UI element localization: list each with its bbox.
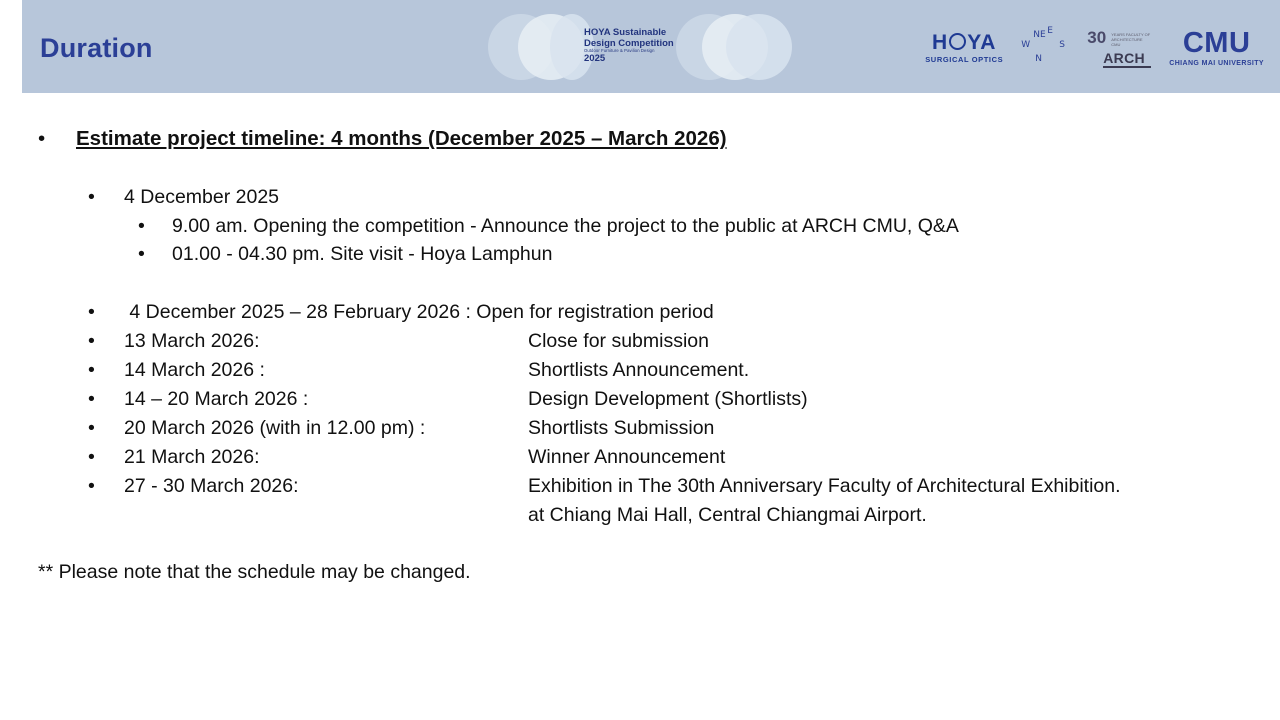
cmu-logo (1169, 29, 1264, 67)
arch-underline (1103, 66, 1151, 68)
hoya-o-icon (949, 33, 966, 50)
bullet-icon: • (138, 215, 145, 237)
hoya-letters-ya: YA (967, 31, 997, 54)
bullet-icon: • (88, 186, 95, 208)
cmu-subtitle: CHIANG MAI UNIVERSITY (1169, 60, 1264, 67)
schedule-date: 14 – 20 March 2026 : (124, 388, 309, 410)
arch-wordmark: ARCH (1103, 50, 1145, 66)
kickoff-item-text: 01.00 - 04.30 pm. Site visit - Hoya Lamphun (172, 243, 553, 265)
anniversary-subtitle: YEARS FACULTY OF ARCHITECTURE CMU (1111, 32, 1151, 47)
competition-logo (488, 14, 792, 80)
bullet-icon: • (88, 446, 95, 468)
schedule-desc: Design Development (Shortlists) (528, 388, 808, 410)
schedule-row (88, 359, 749, 382)
compass-label-n: N (1035, 54, 1042, 64)
competition-logo-line1: HOYA Sustainable (584, 27, 667, 38)
bullet-icon: • (138, 243, 145, 265)
slide-header (0, 0, 1280, 95)
bullet-icon: • (88, 359, 95, 381)
schedule-row (88, 301, 714, 324)
bullet-icon: • (88, 330, 95, 352)
hoya-subtitle: SURGICAL OPTICS (925, 55, 1004, 64)
schedule-date: 14 March 2026 : (124, 359, 265, 381)
schedule-desc: Close for submission (528, 330, 709, 352)
schedule-desc: Winner Announcement (528, 446, 726, 468)
hoya-letter-h: H (932, 31, 949, 54)
competition-logo-text (584, 28, 684, 65)
bullet-icon: • (88, 417, 95, 439)
compass-label-e: E (1047, 26, 1053, 36)
schedule-row (88, 330, 709, 353)
kickoff-item (138, 215, 959, 238)
compass-label-w: W (1021, 40, 1031, 50)
bullet-icon: • (88, 301, 95, 323)
arch-anniversary-logo (1087, 26, 1153, 70)
schedule-continuation: at Chiang Mai Hall, Central Chiangmai Airport. (528, 504, 927, 526)
bullet-icon: • (88, 388, 95, 410)
schedule-note: ** Please note that the schedule may be changed. (38, 561, 471, 583)
schedule-desc: Shortlists Submission (528, 417, 715, 439)
competition-logo-line4: 2025 (584, 52, 606, 64)
kickoff-item-text: 9.00 am. Opening the competition - Announce the project to the public at ARCH CMU, Q&A (172, 215, 959, 237)
schedule-desc: Shortlists Announcement. (528, 359, 750, 381)
schedule-date: 20 March 2026 (with in 12.00 pm) : (124, 417, 426, 439)
competition-logo-line2: Design Competition (584, 37, 674, 49)
header-left-strip (0, 0, 22, 93)
slide-body (0, 93, 1280, 720)
compass-label-s: S (1059, 40, 1065, 50)
hoya-logo (925, 32, 1003, 64)
compass-label-ne: NE (1033, 30, 1046, 40)
schedule-row (88, 417, 714, 440)
competition-logo-line3: Outdoor Furniture & Pavilion Design (584, 48, 655, 54)
kickoff-date (88, 186, 279, 209)
schedule-date: 13 March 2026: (124, 330, 260, 352)
schedule-date: 21 March 2026: (124, 446, 260, 468)
lens-circle-icon (726, 14, 792, 80)
schedule-date: 4 December 2025 – 28 February 2026 : Open for registration period (124, 301, 714, 323)
kickoff-date-text: 4 December 2025 (124, 186, 280, 208)
compass-icon (1019, 26, 1071, 70)
bullet-icon: • (88, 475, 95, 497)
schedule-row (88, 388, 808, 411)
anniversary-number: 30 (1087, 28, 1107, 47)
cmu-wordmark: CMU (1182, 27, 1251, 59)
schedule-row (88, 446, 725, 469)
hoya-wordmark (925, 32, 1003, 53)
schedule-desc: Exhibition in The 30th Anniversary Faculty of Architectural Exhibition. (528, 475, 1121, 497)
schedule-date: 27 - 30 March 2026: (124, 475, 299, 497)
partner-logos (925, 22, 1264, 74)
kickoff-item (138, 243, 552, 266)
schedule-row (88, 475, 1121, 498)
headline-text: Estimate project timeline: 4 months (December 2025 – March 2026) (76, 127, 727, 150)
page-title: Duration (40, 33, 153, 63)
headline-bullet (38, 127, 727, 151)
bullet-icon: • (38, 127, 46, 150)
